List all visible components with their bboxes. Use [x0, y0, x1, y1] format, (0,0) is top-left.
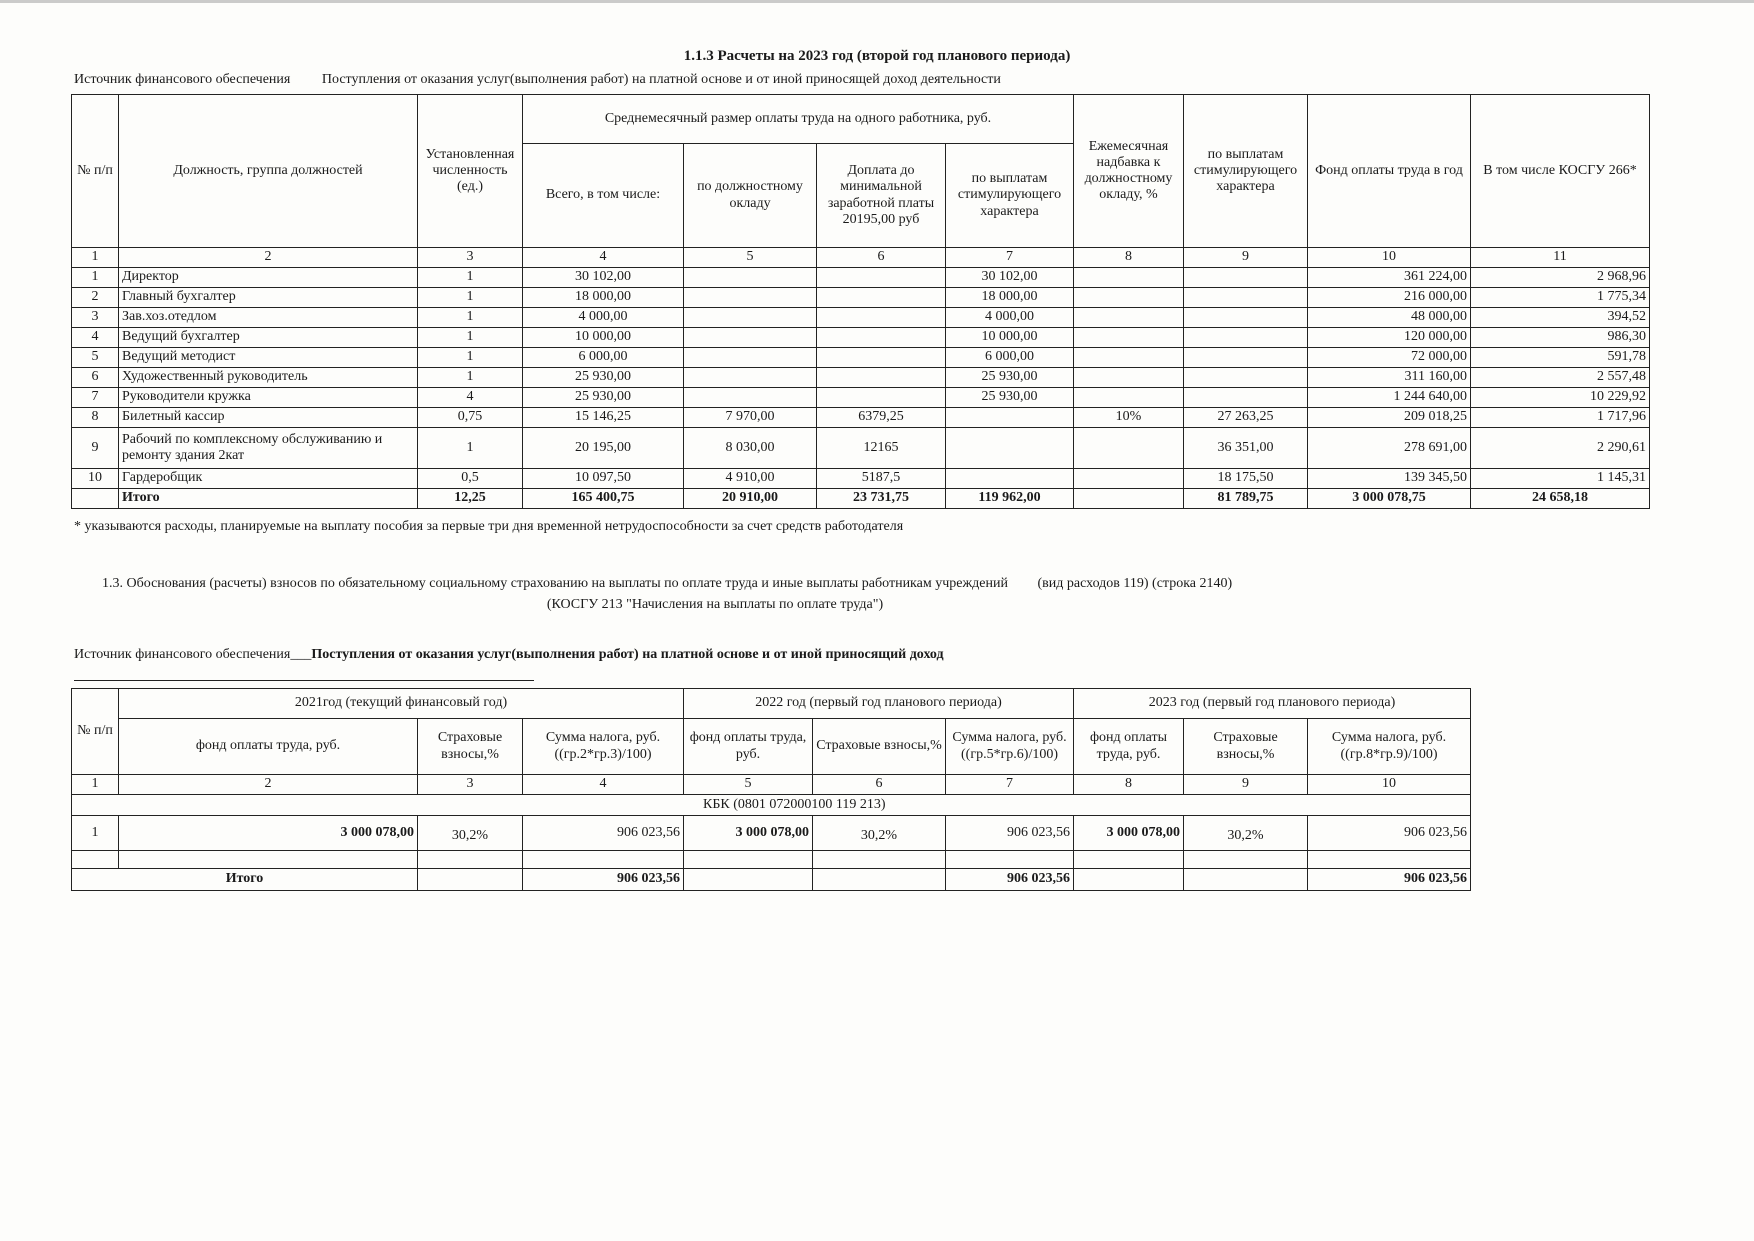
- row-bonus: [1074, 288, 1184, 308]
- row-position: Ведущий методист: [119, 348, 418, 368]
- row-bonus: [1074, 388, 1184, 408]
- funding-source-line-2: [74, 647, 944, 663]
- header-staff: Установленная численность (ед.): [418, 95, 523, 248]
- row-k266: 1 717,96: [1471, 408, 1650, 428]
- section-13-line1: 1.3. Обоснования (расчеты) взносов по обязательному социальному страхованию на выплаты по оплате труда и иные выплаты работникам учреждений: [102, 576, 1008, 591]
- row-total: 6 000,00: [523, 348, 684, 368]
- row-k266: 2 968,96: [1471, 268, 1650, 288]
- row-staff: 1: [418, 268, 523, 288]
- row-fund: 48 000,00: [1308, 308, 1471, 328]
- row-position: Рабочий по комплексному обслуживанию и ремонту здания 2кат: [119, 428, 418, 469]
- t2-total-cell: [418, 869, 523, 891]
- col-number: 2: [119, 248, 418, 268]
- col-number: 5: [684, 248, 817, 268]
- row-minwage: [817, 308, 946, 328]
- header-avg-salary: Среднемесячный размер оплаты труда на одного работника, руб.: [523, 95, 1074, 144]
- row-bonus: [1074, 469, 1184, 489]
- section-13-vid: (вид расходов 119) (строка 2140): [1037, 576, 1233, 591]
- row-stim: 25 930,00: [946, 368, 1074, 388]
- row-minwage: [817, 268, 946, 288]
- total-minwage: 23 731,75: [817, 489, 946, 509]
- col-number: 4: [523, 248, 684, 268]
- row-stim: [946, 408, 1074, 428]
- row-position: Ведущий бухгалтер: [119, 328, 418, 348]
- row-total: 10 000,00: [523, 328, 684, 348]
- col-number: 11: [1471, 248, 1650, 268]
- row-total: 20 195,00: [523, 428, 684, 469]
- t2-col-number: 10: [1308, 775, 1471, 795]
- row-stimpay: 36 351,00: [1184, 428, 1308, 469]
- row-fund: 120 000,00: [1308, 328, 1471, 348]
- row-num: 7: [72, 388, 119, 408]
- t2-kbk-left: [72, 795, 119, 816]
- header-num: № п/п: [72, 95, 119, 248]
- row-salary: [684, 328, 817, 348]
- t2-tax-2021: 906 023,56: [523, 816, 684, 851]
- row-fund: 216 000,00: [1308, 288, 1471, 308]
- row-stim: [946, 428, 1074, 469]
- table-row: [72, 288, 1650, 308]
- row-total: 4 000,00: [523, 308, 684, 328]
- row-salary: [684, 288, 817, 308]
- row-total: 25 930,00: [523, 388, 684, 408]
- total-stim: 119 962,00: [946, 489, 1074, 509]
- row-num: 4: [72, 328, 119, 348]
- funding-source-label: Источник финансового обеспечения: [74, 72, 291, 87]
- table-row: [72, 388, 1650, 408]
- header-min-wage-extra: Доплата до минимальной заработной платы 20195,00 руб: [817, 144, 946, 248]
- row-num: 1: [72, 268, 119, 288]
- table-total-row: [72, 489, 1650, 509]
- col-number: 1: [72, 248, 119, 268]
- t2-header-num: № п/п: [72, 689, 119, 775]
- funding-source-line: [74, 72, 1001, 88]
- row-fund: 1 244 640,00: [1308, 388, 1471, 408]
- t2-fund-2022: 3 000 078,00: [684, 816, 813, 851]
- row-position: Гардеробщик: [119, 469, 418, 489]
- row-position: Билетный кассир: [119, 408, 418, 428]
- row-salary: [684, 348, 817, 368]
- row-minwage: [817, 368, 946, 388]
- t2-fund-2021: 3 000 078,00: [119, 816, 418, 851]
- row-fund: 361 224,00: [1308, 268, 1471, 288]
- t2-total-tax-2021: 906 023,56: [523, 869, 684, 891]
- row-staff: 4: [418, 388, 523, 408]
- row-bonus: [1074, 268, 1184, 288]
- t2-subheader: фонд оплаты труда, руб.: [119, 719, 418, 775]
- row-minwage: [817, 388, 946, 408]
- t2-subheader: фонд оплаты труда, руб.: [684, 719, 813, 775]
- row-bonus: [1074, 348, 1184, 368]
- t2-subheader: Сумма налога, руб. ((гр.2*гр.3)/100): [523, 719, 684, 775]
- row-salary: [684, 368, 817, 388]
- total-fund: 3 000 078,75: [1308, 489, 1471, 509]
- row-minwage: [817, 328, 946, 348]
- t2-col-number: 1: [72, 775, 119, 795]
- row-minwage: 5187,5: [817, 469, 946, 489]
- total-stimpay: 81 789,75: [1184, 489, 1308, 509]
- t2-col-number: 9: [1184, 775, 1308, 795]
- header-kosgu266: В том числе КОСГУ 266*: [1471, 95, 1650, 248]
- row-staff: 1: [418, 288, 523, 308]
- table-row: [72, 268, 1650, 288]
- row-stim: 10 000,00: [946, 328, 1074, 348]
- t2-kbk: КБК (0801 072000100 119 213): [119, 795, 1471, 816]
- scan-edge: [0, 0, 1754, 3]
- t2-total-cell: [1074, 869, 1184, 891]
- total-staff: 12,25: [418, 489, 523, 509]
- t2-col-number: 3: [418, 775, 523, 795]
- row-stimpay: [1184, 348, 1308, 368]
- row-k266: 1 775,34: [1471, 288, 1650, 308]
- t2-total-cell: [684, 869, 813, 891]
- t2-data-row: [72, 816, 1471, 851]
- row-total: 18 000,00: [523, 288, 684, 308]
- total-num-cell: [72, 489, 119, 509]
- t2-total-tax-2022: 906 023,56: [946, 869, 1074, 891]
- row-staff: 0,5: [418, 469, 523, 489]
- row-stim: 30 102,00: [946, 268, 1074, 288]
- row-fund: 72 000,00: [1308, 348, 1471, 368]
- salary-table-body: [72, 268, 1650, 489]
- section-13-line2: (КОСГУ 213 "Начисления на выплаты по оплате труда"): [546, 597, 884, 612]
- row-k266: 10 229,92: [1471, 388, 1650, 408]
- t2-rate-2022: 30,2%: [813, 816, 946, 851]
- total-bonus: [1074, 489, 1184, 509]
- t2-period-2022: 2022 год (первый год планового периода): [684, 689, 1074, 719]
- row-staff: 0,75: [418, 408, 523, 428]
- row-num: 3: [72, 308, 119, 328]
- row-salary: [684, 308, 817, 328]
- t2-tax-2022: 906 023,56: [946, 816, 1074, 851]
- t2-col-number: 6: [813, 775, 946, 795]
- funding-source-value-2: Поступления от оказания услуг(выполнения работ) на платной основе и от иной приносящий доход: [311, 647, 944, 662]
- t2-fund-2023: 3 000 078,00: [1074, 816, 1184, 851]
- t2-col-number: 7: [946, 775, 1074, 795]
- t2-col-number: 4: [523, 775, 684, 795]
- row-num: 9: [72, 428, 119, 469]
- table-row: [72, 469, 1650, 489]
- row-bonus: 10%: [1074, 408, 1184, 428]
- row-bonus: [1074, 428, 1184, 469]
- total-salary: 20 910,00: [684, 489, 817, 509]
- row-stimpay: [1184, 368, 1308, 388]
- funding-source-label-2: Источник финансового обеспечения___: [74, 647, 312, 662]
- t2-subheader: фонд оплаты труда, руб.: [1074, 719, 1184, 775]
- t2-total-tax-2023: 906 023,56: [1308, 869, 1471, 891]
- col-number: 8: [1074, 248, 1184, 268]
- col-number: 9: [1184, 248, 1308, 268]
- row-num: 2: [72, 288, 119, 308]
- row-stimpay: [1184, 388, 1308, 408]
- row-stimpay: [1184, 308, 1308, 328]
- table-row: [72, 368, 1650, 388]
- table-row: [72, 308, 1650, 328]
- row-bonus: [1074, 308, 1184, 328]
- t2-subheader: Сумма налога, руб. ((гр.5*гр.6)/100): [946, 719, 1074, 775]
- header-by-salary: по должностному окладу: [684, 144, 817, 248]
- row-stim: [946, 469, 1074, 489]
- row-stimpay: [1184, 328, 1308, 348]
- t2-col-number: 2: [119, 775, 418, 795]
- row-k266: 394,52: [1471, 308, 1650, 328]
- header-stim-payments: по выплатам стимулирующего характера: [1184, 95, 1308, 248]
- col-number: 7: [946, 248, 1074, 268]
- row-staff: 1: [418, 328, 523, 348]
- row-total: 25 930,00: [523, 368, 684, 388]
- t2-subheader: Страховые взносы,%: [418, 719, 523, 775]
- row-position: Главный бухгалтер: [119, 288, 418, 308]
- row-position: Руководители кружка: [119, 388, 418, 408]
- row-minwage: 6379,25: [817, 408, 946, 428]
- header-annual-fund: Фонд оплаты труда в год: [1308, 95, 1471, 248]
- row-fund: 311 160,00: [1308, 368, 1471, 388]
- row-stimpay: 18 175,50: [1184, 469, 1308, 489]
- t2-empty-row: [72, 851, 1471, 869]
- row-staff: 1: [418, 348, 523, 368]
- table-row: [72, 328, 1650, 348]
- insurance-calculation-table: [71, 688, 1471, 891]
- row-staff: 1: [418, 368, 523, 388]
- row-stimpay: 27 263,25: [1184, 408, 1308, 428]
- total-total: 165 400,75: [523, 489, 684, 509]
- footnote: * указываются расходы, планируемые на выплату пособия за первые три дня временной нетрудоспособности за счет средств работодателя: [74, 519, 904, 534]
- row-total: 15 146,25: [523, 408, 684, 428]
- row-num: 5: [72, 348, 119, 368]
- col-number: 10: [1308, 248, 1471, 268]
- t2-total-cell: [1184, 869, 1308, 891]
- total-label: Итого: [119, 489, 418, 509]
- t2-total-label: Итого: [72, 869, 418, 891]
- row-stim: 6 000,00: [946, 348, 1074, 368]
- t2-subheader: Сумма налога, руб. ((гр.8*гр.9)/100): [1308, 719, 1471, 775]
- header-monthly-bonus: Ежемесячная надбавка к должностному окладу, %: [1074, 95, 1184, 248]
- row-position: Зав.хоз.отедлом: [119, 308, 418, 328]
- row-total: 10 097,50: [523, 469, 684, 489]
- row-num: 10: [72, 469, 119, 489]
- row-num: 6: [72, 368, 119, 388]
- row-fund: 278 691,00: [1308, 428, 1471, 469]
- row-position: Директор: [119, 268, 418, 288]
- t2-total-row: [72, 869, 1471, 891]
- row-fund: 139 345,50: [1308, 469, 1471, 489]
- row-k266: 2 290,61: [1471, 428, 1650, 469]
- row-total: 30 102,00: [523, 268, 684, 288]
- row-stim: 4 000,00: [946, 308, 1074, 328]
- row-minwage: [817, 348, 946, 368]
- table-row: [72, 428, 1650, 469]
- row-salary: 4 910,00: [684, 469, 817, 489]
- t2-col-number: 5: [684, 775, 813, 795]
- col-number: 6: [817, 248, 946, 268]
- total-k266: 24 658,18: [1471, 489, 1650, 509]
- t2-tax-2023: 906 023,56: [1308, 816, 1471, 851]
- row-stim: 25 930,00: [946, 388, 1074, 408]
- t2-rate-2023: 30,2%: [1184, 816, 1308, 851]
- row-salary: 7 970,00: [684, 408, 817, 428]
- t2-rate-2021: 30,2%: [418, 816, 523, 851]
- header-position: Должность, группа должностей: [119, 95, 418, 248]
- section-13-heading: [102, 576, 1232, 592]
- row-stimpay: [1184, 268, 1308, 288]
- row-k266: 591,78: [1471, 348, 1650, 368]
- row-bonus: [1074, 328, 1184, 348]
- row-staff: 1: [418, 308, 523, 328]
- t2-subheader: Страховые взносы,%: [1184, 719, 1308, 775]
- t2-total-cell: [813, 869, 946, 891]
- header-stimulating: по выплатам стимулирующего характера: [946, 144, 1074, 248]
- header-total-incl: Всего, в том числе:: [523, 144, 684, 248]
- t2-col-number: 8: [1074, 775, 1184, 795]
- salary-calculation-table: [71, 94, 1650, 509]
- row-stim: 18 000,00: [946, 288, 1074, 308]
- row-fund: 209 018,25: [1308, 408, 1471, 428]
- t2-period-2021: 2021год (текущий финансовый год): [119, 689, 684, 719]
- row-salary: [684, 268, 817, 288]
- row-num: 8: [72, 408, 119, 428]
- t2-row-num: 1: [72, 816, 119, 851]
- t2-subheader: Страховые взносы,%: [813, 719, 946, 775]
- row-position: Художественный руководитель: [119, 368, 418, 388]
- row-salary: [684, 388, 817, 408]
- row-staff: 1: [418, 428, 523, 469]
- row-minwage: [817, 288, 946, 308]
- row-k266: 2 557,48: [1471, 368, 1650, 388]
- row-salary: 8 030,00: [684, 428, 817, 469]
- row-k266: 986,30: [1471, 328, 1650, 348]
- table-row: [72, 348, 1650, 368]
- underline: [74, 680, 534, 681]
- section-113-title: 1.1.3 Расчеты на 2023 год (второй год планового периода): [683, 48, 1071, 64]
- row-bonus: [1074, 368, 1184, 388]
- table-row: [72, 408, 1650, 428]
- row-k266: 1 145,31: [1471, 469, 1650, 489]
- row-stimpay: [1184, 288, 1308, 308]
- row-minwage: 12165: [817, 428, 946, 469]
- t2-period-2023: 2023 год (первый год планового периода): [1074, 689, 1471, 719]
- funding-source-value: Поступления от оказания услуг(выполнения работ) на платной основе и от иной приносящей доход деятельности: [321, 72, 1001, 87]
- col-number: 3: [418, 248, 523, 268]
